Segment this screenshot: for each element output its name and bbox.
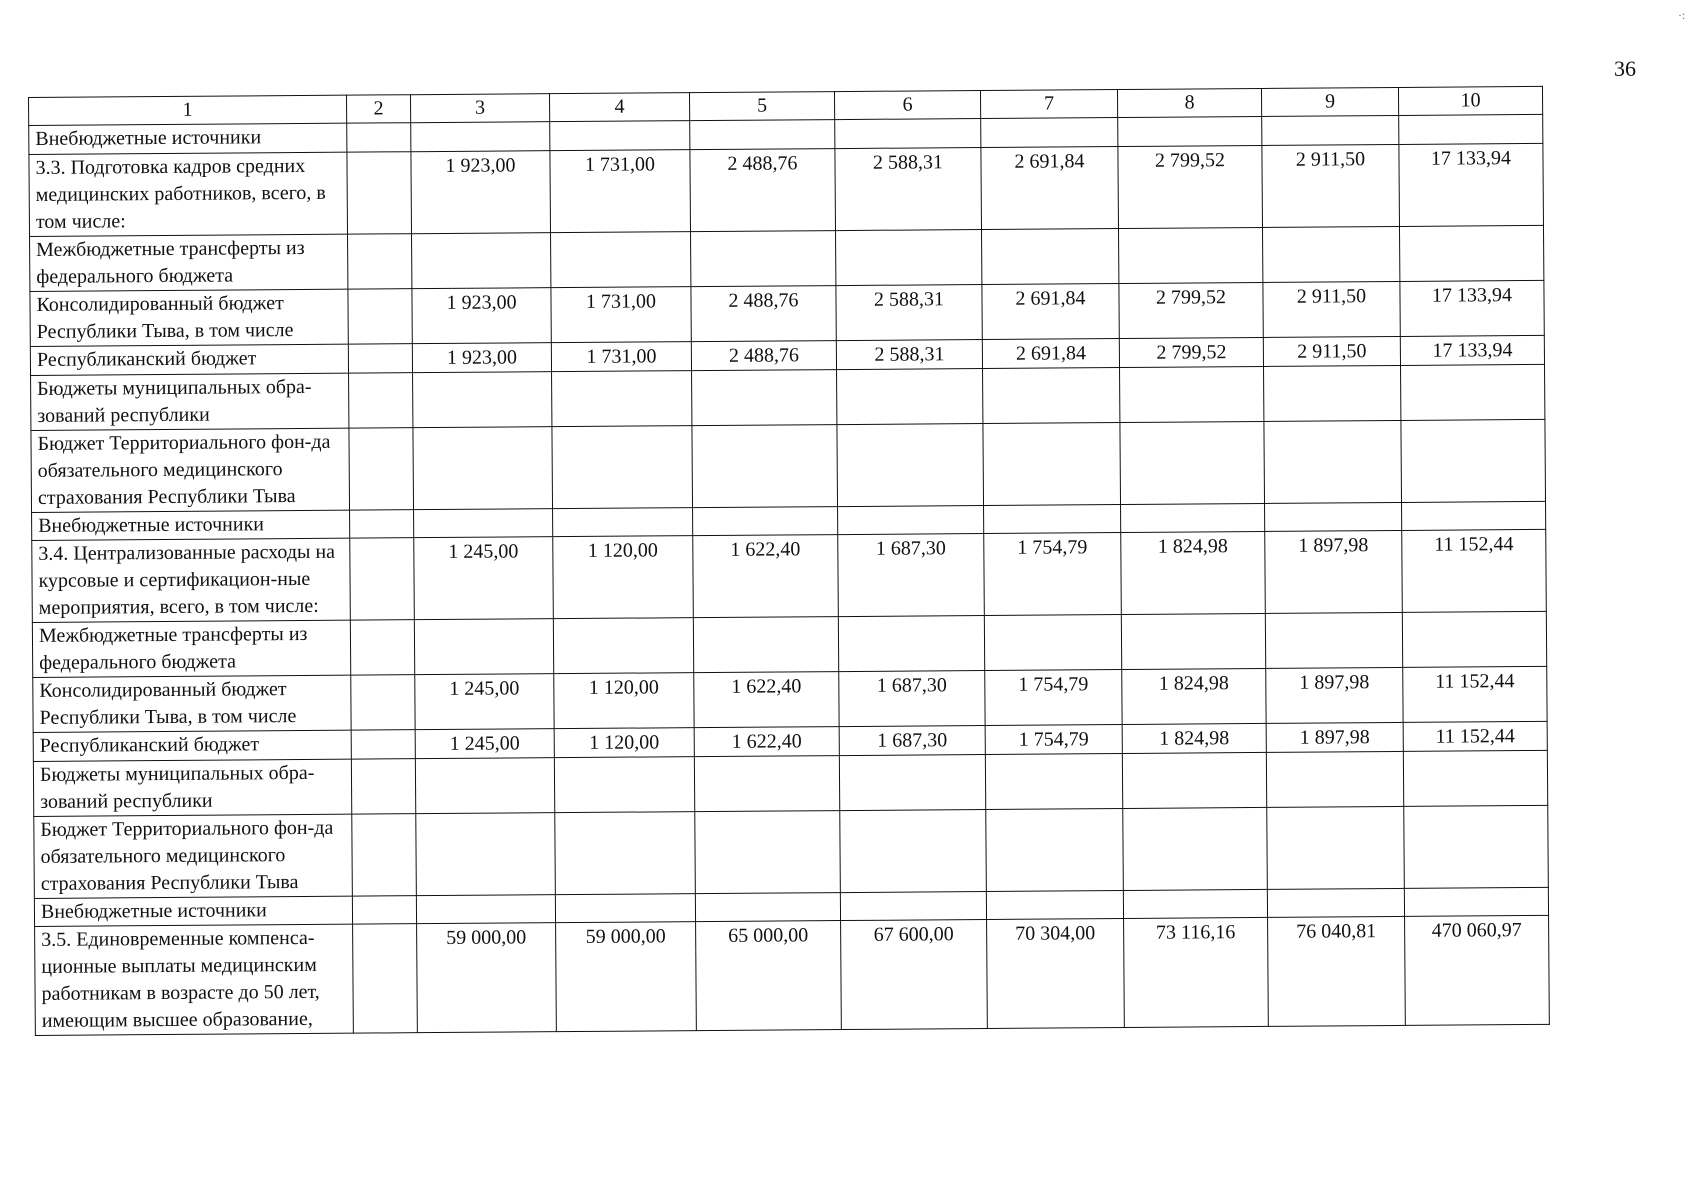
value-cell: 1 824,98 — [1122, 668, 1266, 724]
table-row — [29, 143, 1544, 236]
value-cell — [1403, 750, 1547, 806]
value-cell — [694, 756, 839, 812]
value-cell: 2 691,84 — [981, 147, 1119, 230]
table-row — [35, 915, 1550, 1035]
value-cell — [350, 538, 415, 620]
value-cell: 1 731,00 — [551, 342, 691, 372]
value-cell: 11 152,44 — [1402, 529, 1547, 612]
value-cell — [1266, 751, 1403, 807]
value-cell — [1402, 501, 1546, 530]
value-cell — [1267, 806, 1405, 889]
value-cell — [413, 427, 553, 510]
value-cell — [690, 120, 835, 150]
value-cell: 59 000,00 — [556, 922, 697, 1032]
value-cell: 1 731,00 — [550, 150, 691, 233]
value-cell — [838, 616, 984, 672]
value-cell — [695, 811, 841, 894]
value-cell: 2 588,31 — [836, 285, 982, 341]
value-cell — [1118, 227, 1262, 283]
value-cell — [348, 289, 412, 344]
value-cell — [347, 152, 412, 234]
value-cell: 1 245,00 — [415, 674, 554, 730]
value-cell: 2 799,52 — [1118, 145, 1263, 228]
value-cell — [416, 895, 555, 924]
value-cell — [553, 618, 693, 674]
column-header: 7 — [980, 90, 1117, 119]
value-cell: 2 488,76 — [691, 286, 836, 342]
value-cell — [985, 753, 1122, 809]
value-cell: 17 133,94 — [1400, 280, 1544, 336]
value-cell — [1121, 613, 1265, 669]
value-cell — [413, 372, 552, 428]
value-cell: 1 754,79 — [985, 724, 1122, 754]
value-cell — [414, 509, 553, 538]
value-cell — [1404, 805, 1549, 888]
value-cell — [347, 123, 411, 152]
column-header: 2 — [346, 95, 410, 123]
value-cell: 76 040,81 — [1268, 916, 1406, 1026]
row-label: Бюджеты муниципальных обра-зований республики — [33, 759, 351, 816]
value-cell — [350, 620, 414, 675]
value-cell — [983, 423, 1121, 506]
value-cell — [1401, 419, 1546, 502]
value-cell: 1 824,98 — [1121, 531, 1266, 614]
value-cell: 1 754,79 — [984, 533, 1122, 616]
value-cell — [552, 371, 692, 427]
table-row — [31, 419, 1546, 512]
row-label: Бюджеты муниципальных обра-зований республики — [31, 373, 349, 430]
value-cell: 2 799,52 — [1119, 282, 1263, 338]
value-cell: 2 488,76 — [690, 149, 836, 232]
value-cell — [552, 426, 693, 509]
value-cell — [836, 230, 982, 286]
value-cell: 73 116,16 — [1124, 917, 1269, 1027]
value-cell — [1264, 420, 1402, 503]
corner-mark: ·: — [1678, 8, 1686, 22]
value-cell — [353, 924, 418, 1033]
value-cell — [415, 758, 554, 814]
value-cell — [351, 730, 415, 759]
row-label: Межбюджетные трансферты из федерального бюджета — [32, 620, 350, 677]
value-cell — [838, 506, 984, 535]
value-cell — [1262, 226, 1399, 282]
value-cell — [693, 507, 838, 536]
value-cell — [837, 369, 983, 425]
value-cell — [691, 231, 836, 287]
value-cell: 1 897,98 — [1265, 530, 1403, 613]
value-cell: 1 897,98 — [1266, 722, 1403, 752]
value-cell — [692, 425, 838, 508]
row-label: 3.3. Подготовка кадров средних медицинских работников, всего, в том числе: — [29, 152, 348, 236]
value-cell: 1 731,00 — [551, 287, 691, 343]
value-cell — [351, 759, 415, 814]
value-cell — [349, 428, 414, 510]
value-cell: 1 245,00 — [415, 729, 554, 759]
value-cell — [348, 344, 412, 373]
value-cell: 2 691,84 — [982, 339, 1119, 369]
value-cell — [1264, 365, 1401, 421]
budget-table — [28, 86, 1550, 1036]
row-label: Бюджет Территориального фон-да обязательного медицинского страхования Республики Тыва — [34, 814, 353, 898]
value-cell — [551, 232, 691, 288]
value-cell — [1401, 364, 1545, 420]
value-cell — [352, 896, 416, 924]
table-row — [34, 805, 1549, 898]
value-cell: 1 754,79 — [985, 669, 1122, 725]
value-cell — [1262, 115, 1399, 145]
value-cell: 1 120,00 — [554, 728, 694, 758]
value-cell: 17 133,94 — [1399, 143, 1544, 226]
value-cell: 1 120,00 — [554, 673, 694, 729]
value-cell: 2 588,31 — [836, 340, 982, 370]
value-cell: 1 923,00 — [412, 343, 551, 373]
value-cell — [352, 814, 417, 896]
value-cell: 1 923,00 — [412, 288, 551, 344]
value-cell: 2 911,50 — [1263, 336, 1400, 366]
value-cell — [695, 893, 840, 922]
value-cell — [837, 424, 984, 507]
value-cell — [1123, 807, 1268, 890]
value-cell — [349, 373, 413, 428]
value-cell: 65 000,00 — [696, 921, 842, 1031]
value-cell — [550, 121, 690, 151]
value-cell — [351, 675, 415, 730]
column-header: 3 — [410, 94, 549, 123]
row-label: Консолидированный бюджет Республики Тыва, в том числе — [30, 289, 348, 346]
value-cell — [984, 614, 1121, 670]
value-cell — [1121, 503, 1265, 532]
value-cell: 1 687,30 — [839, 726, 985, 756]
value-cell — [981, 229, 1118, 285]
column-header: 4 — [549, 93, 689, 122]
value-cell: 1 897,98 — [1266, 667, 1403, 723]
value-cell — [1122, 752, 1266, 808]
value-cell — [412, 233, 551, 289]
value-cell — [414, 619, 553, 675]
page-number: 36 — [1614, 56, 1636, 81]
value-cell — [986, 808, 1124, 891]
value-cell — [1265, 502, 1402, 531]
value-cell: 1 245,00 — [414, 537, 554, 620]
value-cell — [350, 510, 414, 538]
value-cell — [984, 505, 1121, 534]
value-cell: 70 304,00 — [987, 918, 1125, 1028]
value-cell — [693, 617, 838, 673]
value-cell — [981, 118, 1118, 148]
row-label: Внебюджетные источники — [34, 896, 352, 926]
value-cell: 1 687,30 — [839, 671, 985, 727]
value-cell — [1120, 421, 1265, 504]
value-cell — [555, 812, 696, 895]
column-header: 5 — [689, 92, 834, 121]
column-header: 10 — [1398, 86, 1542, 115]
value-cell — [1265, 612, 1402, 668]
value-cell: 1 824,98 — [1122, 723, 1266, 753]
column-header: 1 — [29, 95, 347, 125]
value-cell — [553, 508, 693, 537]
value-cell — [840, 809, 987, 892]
row-label: Республиканский бюджет — [30, 344, 348, 375]
value-cell: 2 799,52 — [1119, 337, 1263, 367]
column-header: 6 — [834, 91, 980, 120]
value-cell: 1 622,40 — [694, 727, 839, 757]
value-cell — [840, 891, 986, 920]
value-cell: 1 622,40 — [694, 672, 839, 728]
row-label: Бюджет Территориального фон-да обязательного медицинского страхования Республики Тыва — [31, 428, 350, 512]
value-cell — [986, 890, 1123, 919]
value-cell: 11 152,44 — [1403, 721, 1547, 751]
table-row — [32, 529, 1547, 622]
value-cell — [1118, 116, 1262, 146]
row-label: Внебюджетные источники — [32, 510, 350, 540]
value-cell — [1123, 889, 1267, 918]
value-cell: 59 000,00 — [417, 923, 557, 1033]
row-label: Внебюджетные источники — [29, 123, 347, 154]
value-cell — [348, 234, 412, 289]
value-cell — [411, 122, 550, 152]
value-cell — [983, 368, 1120, 424]
value-cell — [839, 755, 985, 811]
value-cell: 2 911,50 — [1262, 144, 1400, 227]
row-label: 3.4. Централизованные расходы на курсовые и сертификацион-ные мероприятия, всего, в том числе: — [32, 538, 351, 622]
column-header: 8 — [1117, 88, 1261, 117]
value-cell — [1267, 888, 1404, 917]
value-cell: 17 133,94 — [1400, 335, 1544, 365]
value-cell — [1402, 611, 1546, 667]
value-cell: 1 923,00 — [411, 151, 551, 234]
value-cell: 67 600,00 — [841, 919, 988, 1029]
value-cell — [1399, 225, 1543, 281]
value-cell: 2 691,84 — [982, 284, 1119, 340]
row-label: Консолидированный бюджет Республики Тыва, в том числе — [33, 675, 351, 732]
value-cell: 2 588,31 — [835, 148, 982, 231]
value-cell: 1 687,30 — [838, 534, 985, 617]
row-label: Межбюджетные трансферты из федерального бюджета — [30, 234, 348, 291]
row-label: 3.5. Единовременные компенса-ционные выплаты медицинским работникам в возрасте до 50 лет, имеющим высшее образование, — [35, 924, 354, 1035]
value-cell: 1 622,40 — [693, 535, 839, 618]
value-cell: 11 152,44 — [1403, 666, 1547, 722]
value-cell — [554, 757, 694, 813]
value-cell — [1399, 114, 1543, 144]
value-cell — [1120, 366, 1264, 422]
value-cell: 1 120,00 — [553, 536, 694, 619]
value-cell: 470 060,97 — [1405, 915, 1550, 1025]
value-cell: 2 488,76 — [691, 341, 836, 371]
column-header: 9 — [1261, 87, 1398, 116]
value-cell — [416, 813, 556, 896]
value-cell — [835, 119, 981, 149]
value-cell — [692, 370, 837, 426]
value-cell — [1404, 887, 1548, 916]
value-cell: 2 911,50 — [1263, 281, 1400, 337]
row-label: Республиканский бюджет — [33, 730, 351, 761]
value-cell — [555, 894, 695, 923]
